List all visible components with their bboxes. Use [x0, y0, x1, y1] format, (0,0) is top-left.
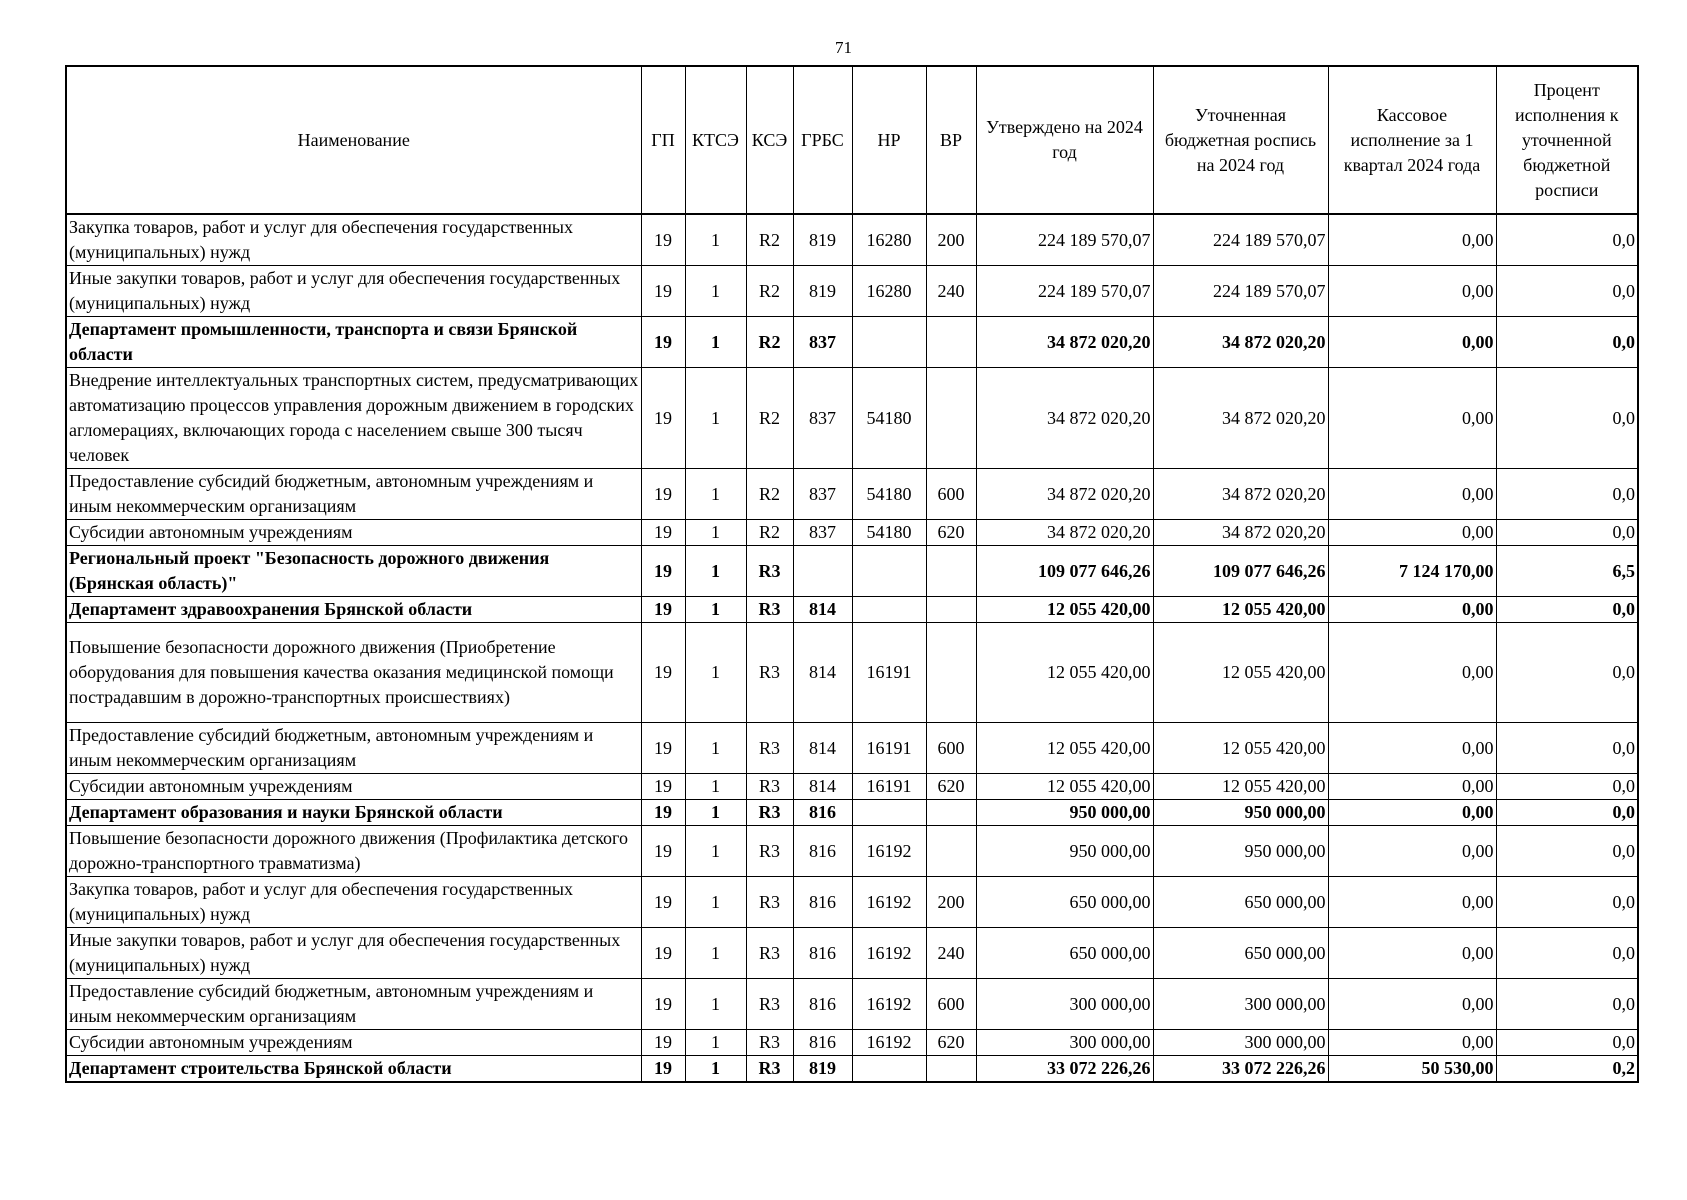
cell-kse: R3: [746, 979, 793, 1030]
cell-approved: 34 872 020,20: [976, 469, 1153, 520]
cell-np: 16191: [852, 723, 926, 774]
cell-kse: R3: [746, 1056, 793, 1083]
table-row: [66, 928, 1638, 979]
cell-approved: 224 189 570,07: [976, 214, 1153, 266]
cell-vr: 600: [926, 979, 976, 1030]
cell-refined: 300 000,00: [1153, 1030, 1328, 1056]
cell-percent: 0,0: [1496, 597, 1638, 623]
cell-cash: 0,00: [1328, 979, 1496, 1030]
cell-grbs: 837: [793, 368, 852, 469]
cell-approved: 650 000,00: [976, 877, 1153, 928]
cell-ktse: 1: [685, 1056, 746, 1083]
header-row: [66, 66, 1638, 214]
cell-kse: R2: [746, 520, 793, 546]
cell-ktse: 1: [685, 317, 746, 368]
cell-vr: 200: [926, 214, 976, 266]
cell-refined: 34 872 020,20: [1153, 317, 1328, 368]
cell-kse: R3: [746, 546, 793, 597]
cell-refined: 12 055 420,00: [1153, 597, 1328, 623]
cell-np: [852, 800, 926, 826]
cell-name: Внедрение интеллектуальных транспортных систем, предусматривающих автоматизацию процессов управления дорожным движением в городских агломерациях, включающих города с населением свыше 300 тысяч человек: [66, 368, 641, 469]
cell-ktse: 1: [685, 520, 746, 546]
cell-percent: 0,0: [1496, 826, 1638, 877]
cell-gp: 19: [641, 623, 685, 723]
table-row: [66, 826, 1638, 877]
cell-gp: 19: [641, 597, 685, 623]
cell-name: Иные закупки товаров, работ и услуг для обеспечения государственных (муниципальных) нужд: [66, 266, 641, 317]
budget-execution-table: [65, 65, 1639, 1083]
cell-gp: 19: [641, 877, 685, 928]
cell-kse: R3: [746, 826, 793, 877]
cell-vr: 600: [926, 469, 976, 520]
cell-ktse: 1: [685, 214, 746, 266]
cell-vr: [926, 623, 976, 723]
cell-approved: 650 000,00: [976, 928, 1153, 979]
cell-cash: 0,00: [1328, 597, 1496, 623]
cell-refined: 650 000,00: [1153, 877, 1328, 928]
cell-cash: 0,00: [1328, 317, 1496, 368]
cell-cash: 0,00: [1328, 826, 1496, 877]
cell-kse: R2: [746, 368, 793, 469]
cell-grbs: 816: [793, 1030, 852, 1056]
table-row: [66, 623, 1638, 723]
header-approved: Утверждено на 2024 год: [976, 66, 1153, 214]
cell-gp: 19: [641, 266, 685, 317]
cell-refined: 12 055 420,00: [1153, 774, 1328, 800]
cell-vr: [926, 597, 976, 623]
cell-ktse: 1: [685, 979, 746, 1030]
cell-approved: 300 000,00: [976, 979, 1153, 1030]
cell-np: 16192: [852, 1030, 926, 1056]
cell-refined: 950 000,00: [1153, 826, 1328, 877]
cell-name: Иные закупки товаров, работ и услуг для обеспечения государственных (муниципальных) нужд: [66, 928, 641, 979]
cell-cash: 0,00: [1328, 877, 1496, 928]
cell-grbs: 819: [793, 266, 852, 317]
cell-percent: 0,0: [1496, 979, 1638, 1030]
cell-vr: [926, 317, 976, 368]
page-number: 71: [835, 38, 852, 57]
cell-approved: 33 072 226,26: [976, 1056, 1153, 1083]
cell-np: [852, 597, 926, 623]
cell-grbs: 814: [793, 597, 852, 623]
cell-gp: 19: [641, 1056, 685, 1083]
table-row: [66, 469, 1638, 520]
table-row: [66, 266, 1638, 317]
cell-name: Предоставление субсидий бюджетным, автономным учреждениям и иным некоммерческим организациям: [66, 723, 641, 774]
cell-percent: 0,0: [1496, 214, 1638, 266]
cell-gp: 19: [641, 979, 685, 1030]
cell-name: Повышение безопасности дорожного движения (Приобретение оборудования для повышения качества оказания медицинской помощи пострадавшим в дорожно-транспортных происшествиях): [66, 623, 641, 723]
header-cash: Кассовое исполнение за 1 квартал 2024 года: [1328, 66, 1496, 214]
cell-approved: 109 077 646,26: [976, 546, 1153, 597]
cell-cash: 0,00: [1328, 723, 1496, 774]
cell-grbs: 819: [793, 214, 852, 266]
cell-approved: 34 872 020,20: [976, 368, 1153, 469]
cell-approved: 950 000,00: [976, 826, 1153, 877]
cell-gp: 19: [641, 368, 685, 469]
cell-approved: 34 872 020,20: [976, 317, 1153, 368]
cell-cash: 0,00: [1328, 520, 1496, 546]
table-row: [66, 546, 1638, 597]
cell-cash: 7 124 170,00: [1328, 546, 1496, 597]
cell-kse: R3: [746, 723, 793, 774]
cell-gp: 19: [641, 214, 685, 266]
cell-vr: [926, 546, 976, 597]
cell-ktse: 1: [685, 469, 746, 520]
cell-refined: 33 072 226,26: [1153, 1056, 1328, 1083]
cell-grbs: 819: [793, 1056, 852, 1083]
cell-cash: 0,00: [1328, 623, 1496, 723]
cell-np: 16192: [852, 928, 926, 979]
cell-ktse: 1: [685, 723, 746, 774]
cell-grbs: 816: [793, 928, 852, 979]
cell-cash: 0,00: [1328, 214, 1496, 266]
cell-percent: 6,5: [1496, 546, 1638, 597]
cell-approved: 224 189 570,07: [976, 266, 1153, 317]
cell-gp: 19: [641, 928, 685, 979]
table-row: [66, 214, 1638, 266]
cell-name: Предоставление субсидий бюджетным, автономным учреждениям и иным некоммерческим организациям: [66, 979, 641, 1030]
cell-kse: R3: [746, 774, 793, 800]
table-row: [66, 368, 1638, 469]
cell-ktse: 1: [685, 597, 746, 623]
cell-name: Департамент строительства Брянской области: [66, 1056, 641, 1083]
cell-grbs: 837: [793, 469, 852, 520]
header-np: НР: [852, 66, 926, 214]
cell-ktse: 1: [685, 928, 746, 979]
cell-np: 54180: [852, 469, 926, 520]
cell-grbs: 816: [793, 979, 852, 1030]
cell-percent: 0,0: [1496, 469, 1638, 520]
cell-approved: 12 055 420,00: [976, 623, 1153, 723]
cell-vr: 240: [926, 928, 976, 979]
cell-ktse: 1: [685, 623, 746, 723]
cell-ktse: 1: [685, 546, 746, 597]
cell-approved: 12 055 420,00: [976, 774, 1153, 800]
cell-refined: 12 055 420,00: [1153, 723, 1328, 774]
header-kse: КСЭ: [746, 66, 793, 214]
cell-grbs: 816: [793, 800, 852, 826]
cell-vr: [926, 826, 976, 877]
cell-ktse: 1: [685, 1030, 746, 1056]
table-row: [66, 979, 1638, 1030]
cell-gp: 19: [641, 800, 685, 826]
cell-percent: 0,0: [1496, 520, 1638, 546]
cell-vr: 620: [926, 774, 976, 800]
cell-kse: R2: [746, 214, 793, 266]
cell-cash: 0,00: [1328, 368, 1496, 469]
cell-percent: 0,0: [1496, 928, 1638, 979]
table-row: [66, 1056, 1638, 1083]
cell-gp: 19: [641, 1030, 685, 1056]
cell-percent: 0,0: [1496, 774, 1638, 800]
cell-ktse: 1: [685, 368, 746, 469]
table-row: [66, 774, 1638, 800]
cell-kse: R2: [746, 469, 793, 520]
cell-np: [852, 317, 926, 368]
cell-cash: 0,00: [1328, 469, 1496, 520]
cell-ktse: 1: [685, 877, 746, 928]
cell-name: Закупка товаров, работ и услуг для обеспечения государственных (муниципальных) нужд: [66, 877, 641, 928]
cell-name: Субсидии автономным учреждениям: [66, 1030, 641, 1056]
cell-name: Региональный проект "Безопасность дорожного движения (Брянская область)": [66, 546, 641, 597]
cell-cash: 50 530,00: [1328, 1056, 1496, 1083]
cell-np: 54180: [852, 368, 926, 469]
cell-grbs: 837: [793, 317, 852, 368]
cell-percent: 0,0: [1496, 266, 1638, 317]
cell-kse: R3: [746, 877, 793, 928]
cell-gp: 19: [641, 723, 685, 774]
cell-name: Департамент промышленности, транспорта и связи Брянской области: [66, 317, 641, 368]
cell-name: Субсидии автономным учреждениям: [66, 520, 641, 546]
cell-name: Департамент здравоохранения Брянской области: [66, 597, 641, 623]
cell-ktse: 1: [685, 800, 746, 826]
header-ktse: КТСЭ: [685, 66, 746, 214]
table-row: [66, 597, 1638, 623]
cell-np: 16280: [852, 214, 926, 266]
cell-np: [852, 546, 926, 597]
cell-refined: 34 872 020,20: [1153, 520, 1328, 546]
cell-np: 16192: [852, 826, 926, 877]
table-row: [66, 877, 1638, 928]
cell-vr: 200: [926, 877, 976, 928]
cell-percent: 0,2: [1496, 1056, 1638, 1083]
table-row: [66, 317, 1638, 368]
cell-percent: 0,0: [1496, 623, 1638, 723]
cell-name: Предоставление субсидий бюджетным, автономным учреждениям и иным некоммерческим организациям: [66, 469, 641, 520]
cell-approved: 12 055 420,00: [976, 723, 1153, 774]
cell-grbs: 814: [793, 723, 852, 774]
cell-ktse: 1: [685, 826, 746, 877]
cell-name: Закупка товаров, работ и услуг для обеспечения государственных (муниципальных) нужд: [66, 214, 641, 266]
cell-percent: 0,0: [1496, 368, 1638, 469]
cell-kse: R3: [746, 1030, 793, 1056]
cell-name: Повышение безопасности дорожного движения (Профилактика детского дорожно-транспортного травматизма): [66, 826, 641, 877]
header-vr: ВР: [926, 66, 976, 214]
cell-np: [852, 1056, 926, 1083]
cell-vr: [926, 368, 976, 469]
cell-vr: 620: [926, 520, 976, 546]
cell-cash: 0,00: [1328, 774, 1496, 800]
cell-ktse: 1: [685, 774, 746, 800]
cell-grbs: 814: [793, 774, 852, 800]
cell-name: Департамент образования и науки Брянской области: [66, 800, 641, 826]
cell-refined: 650 000,00: [1153, 928, 1328, 979]
cell-kse: R2: [746, 317, 793, 368]
cell-grbs: [793, 546, 852, 597]
cell-np: 16191: [852, 623, 926, 723]
cell-refined: 109 077 646,26: [1153, 546, 1328, 597]
header-gp: ГП: [641, 66, 685, 214]
cell-cash: 0,00: [1328, 800, 1496, 826]
cell-gp: 19: [641, 826, 685, 877]
cell-grbs: 816: [793, 826, 852, 877]
cell-gp: 19: [641, 546, 685, 597]
cell-ktse: 1: [685, 266, 746, 317]
cell-gp: 19: [641, 317, 685, 368]
table-row: [66, 1030, 1638, 1056]
cell-refined: 12 055 420,00: [1153, 623, 1328, 723]
cell-percent: 0,0: [1496, 800, 1638, 826]
cell-gp: 19: [641, 774, 685, 800]
cell-vr: 600: [926, 723, 976, 774]
cell-refined: 224 189 570,07: [1153, 266, 1328, 317]
cell-refined: 950 000,00: [1153, 800, 1328, 826]
cell-gp: 19: [641, 520, 685, 546]
cell-percent: 0,0: [1496, 877, 1638, 928]
cell-percent: 0,0: [1496, 723, 1638, 774]
cell-approved: 34 872 020,20: [976, 520, 1153, 546]
cell-vr: [926, 1056, 976, 1083]
cell-kse: R3: [746, 597, 793, 623]
cell-grbs: 816: [793, 877, 852, 928]
cell-np: 16191: [852, 774, 926, 800]
cell-grbs: 814: [793, 623, 852, 723]
cell-approved: 12 055 420,00: [976, 597, 1153, 623]
cell-np: 16192: [852, 877, 926, 928]
table-row: [66, 520, 1638, 546]
cell-vr: 240: [926, 266, 976, 317]
cell-kse: R3: [746, 928, 793, 979]
cell-kse: R3: [746, 800, 793, 826]
cell-np: 54180: [852, 520, 926, 546]
header-refined: Уточненная бюджетная роспись на 2024 год: [1153, 66, 1328, 214]
cell-percent: 0,0: [1496, 1030, 1638, 1056]
header-name: Наименование: [66, 66, 641, 214]
table-row: [66, 800, 1638, 826]
header-percent: Процент исполнения к уточненной бюджетной росписи: [1496, 66, 1638, 214]
cell-percent: 0,0: [1496, 317, 1638, 368]
cell-kse: R3: [746, 623, 793, 723]
cell-cash: 0,00: [1328, 266, 1496, 317]
cell-approved: 300 000,00: [976, 1030, 1153, 1056]
header-grbs: ГРБС: [793, 66, 852, 214]
table-row: [66, 723, 1638, 774]
cell-cash: 0,00: [1328, 928, 1496, 979]
cell-approved: 950 000,00: [976, 800, 1153, 826]
cell-gp: 19: [641, 469, 685, 520]
cell-kse: R2: [746, 266, 793, 317]
cell-grbs: 837: [793, 520, 852, 546]
cell-refined: 34 872 020,20: [1153, 368, 1328, 469]
cell-vr: 620: [926, 1030, 976, 1056]
cell-np: 16280: [852, 266, 926, 317]
table-body: [66, 214, 1638, 1082]
cell-cash: 0,00: [1328, 1030, 1496, 1056]
cell-refined: 300 000,00: [1153, 979, 1328, 1030]
cell-name: Субсидии автономным учреждениям: [66, 774, 641, 800]
cell-refined: 224 189 570,07: [1153, 214, 1328, 266]
cell-refined: 34 872 020,20: [1153, 469, 1328, 520]
cell-vr: [926, 800, 976, 826]
cell-np: 16192: [852, 979, 926, 1030]
